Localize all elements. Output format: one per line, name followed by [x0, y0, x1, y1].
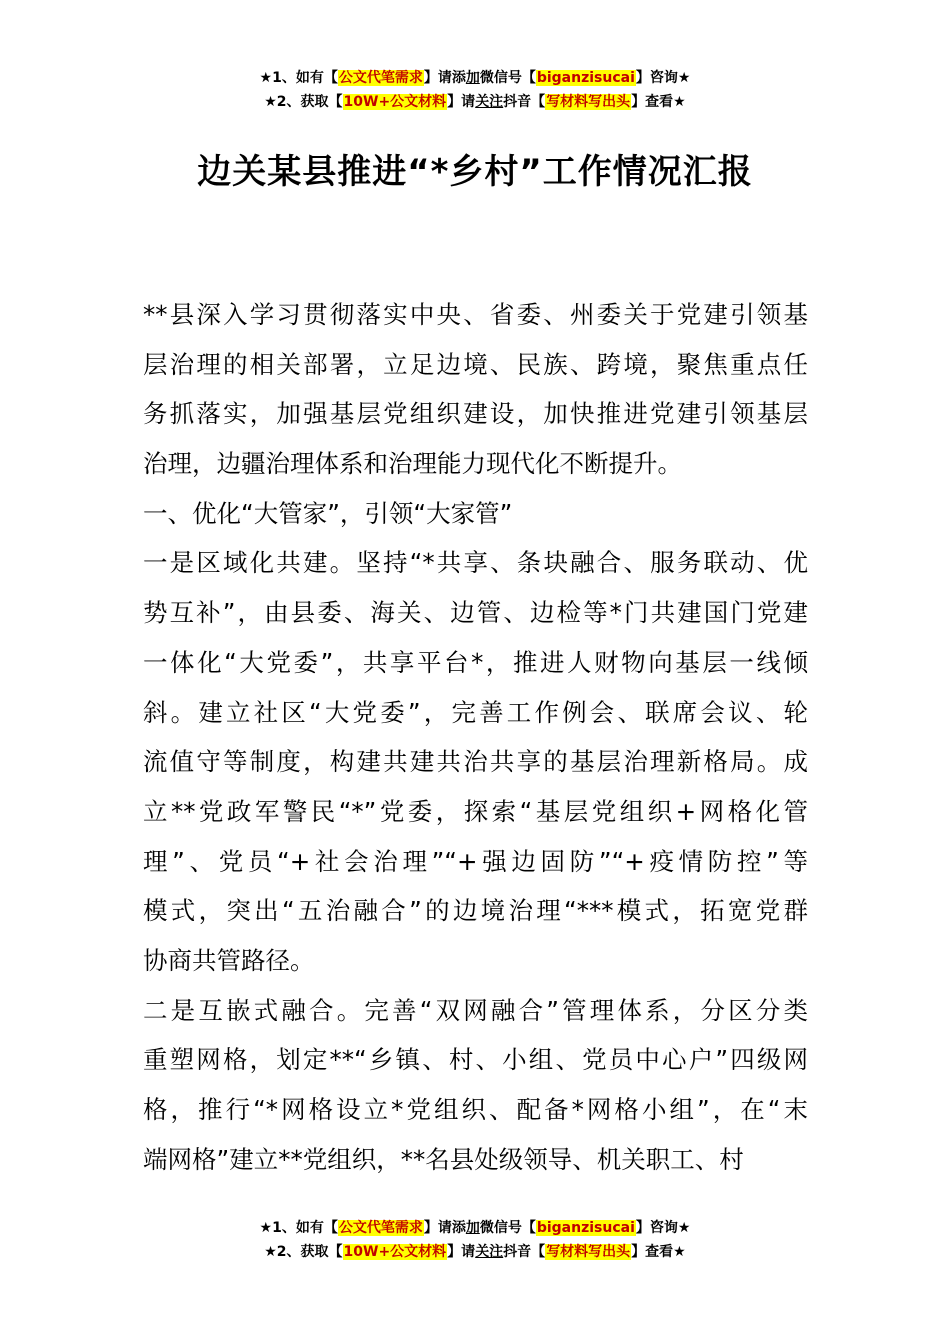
text-line: 流值守等制度，构建共建共治共享的基层治理新格局。成 — [143, 747, 808, 777]
banner-line-1: ★1、如有【公文代笔需求】请添加微信号【biganzisucai】咨询★ — [259, 1220, 691, 1236]
highlight-douyin-account: 写材料写出头 — [546, 1244, 631, 1260]
text-line: 协商共管路径。 — [143, 945, 315, 975]
highlight-service: 公文代笔需求 — [338, 70, 423, 86]
highlight-service: 公文代笔需求 — [338, 1220, 423, 1236]
text-line: 势互补”，由县委、海关、边管、边检等*门共建国门党建 — [143, 598, 808, 628]
highlight-wechat-id: biganzisucai — [536, 70, 635, 86]
text-line: 治理，边疆治理体系和治理能力现代化不断提升。 — [143, 449, 682, 479]
paragraph — [143, 538, 808, 985]
banner-line-2: ★2、获取【10W+公文材料】请关注抖音【写材料写出头】查看★ — [264, 1244, 686, 1260]
paragraph — [143, 986, 808, 1185]
paragraph — [143, 489, 808, 539]
text-line: 一体化“大党委”，共享平台*，推进人财物向基层一线倾 — [143, 647, 808, 677]
text-line: 一是区域化共建。坚持“*共享、条块融合、服务联动、优 — [143, 548, 808, 578]
document-body — [143, 290, 808, 1184]
footer-banner — [0, 1216, 950, 1264]
header-banner — [0, 66, 950, 114]
text-line: 务抓落实，加强基层党组织建设，加快推进党建引领基层 — [143, 399, 808, 429]
highlight-materials: 10W+公文材料 — [343, 1244, 447, 1260]
text-line: 斜。建立社区“大党委”，完善工作例会、联席会议、轮 — [143, 697, 808, 727]
text-line: 模式，突出“五治融合”的边境治理“***模式，拓宽党群 — [143, 896, 808, 926]
text-line: 理”、党员“+社会治理”“+强边固防”“+疫情防控”等 — [143, 846, 808, 876]
highlight-douyin-account: 写材料写出头 — [546, 94, 631, 110]
highlight-materials: 10W+公文材料 — [343, 94, 447, 110]
text-line: **县深入学习贯彻落实中央、省委、州委关于党建引领基 — [143, 300, 808, 329]
banner-line-1: ★1、如有【公文代笔需求】请添加微信号【biganzisucai】咨询★ — [259, 70, 691, 86]
text-line: 格，推行“*网格设立*党组织、配备*网格小组”，在“末 — [143, 1095, 808, 1124]
text-line: 端网格”建立**党组织，**名县处级领导、机关职工、村 — [143, 1144, 744, 1174]
text-line: 重塑网格，划定**“乡镇、村、小组、党员中心户”四级网 — [143, 1045, 808, 1075]
text-line: 二是互嵌式融合。完善“双网融合”管理体系，分区分类 — [143, 995, 808, 1025]
text-line: 一、优化“大管家”，引领“大家管” — [143, 498, 513, 528]
text-line: 立**党政军警民“*”党委，探索“基层党组织+网格化管 — [143, 796, 808, 826]
banner-line-2: ★2、获取【10W+公文材料】请关注抖音【写材料写出头】查看★ — [264, 94, 686, 110]
document-title: 边关某县推进“*乡村”工作情况汇报 — [197, 152, 753, 192]
paragraph — [143, 290, 808, 489]
highlight-wechat-id: biganzisucai — [536, 1220, 635, 1236]
text-line: 层治理的相关部署，立足边境、民族、跨境，聚焦重点任 — [143, 349, 808, 379]
